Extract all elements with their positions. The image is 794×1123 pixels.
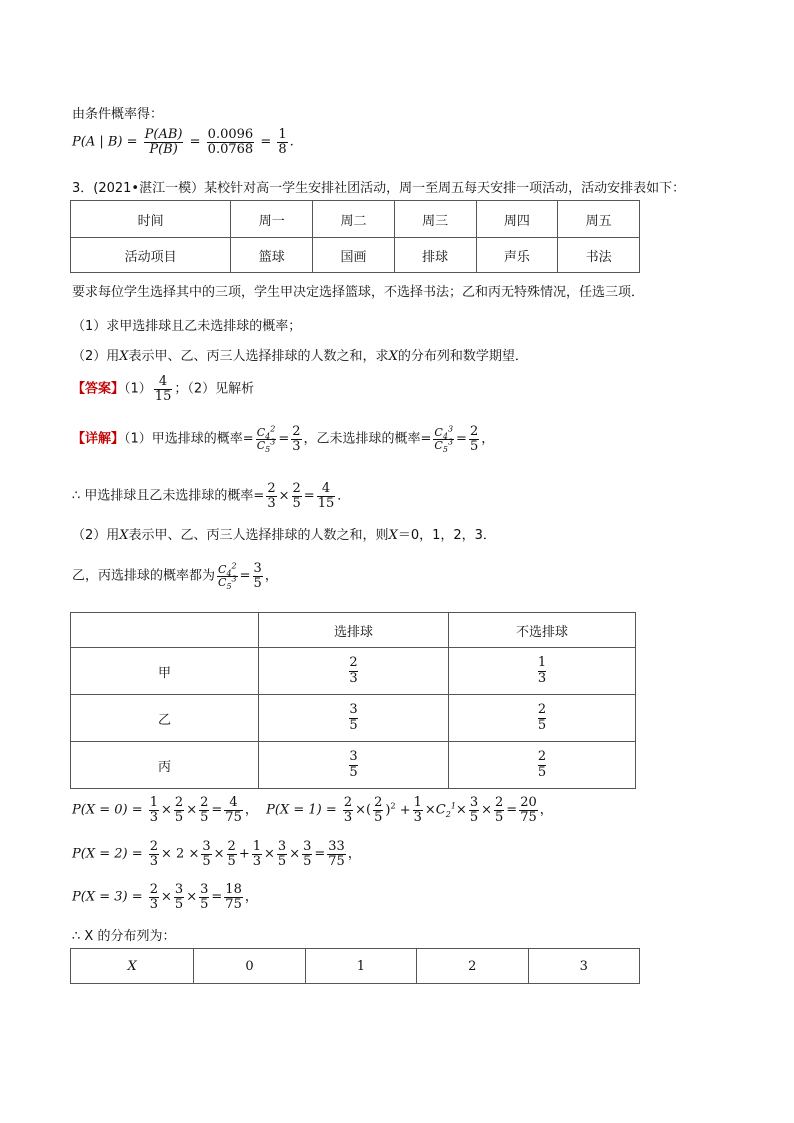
- prob-header: 选排球: [259, 613, 449, 648]
- schedule-cell: 篮球: [231, 238, 313, 273]
- prob-cell: $\frac{2}{5}$: [449, 695, 636, 742]
- schedule-cell: 国画: [313, 238, 395, 273]
- prob-cell: $\frac{1}{3}$: [449, 648, 636, 695]
- schedule-cell: 声乐: [476, 238, 558, 273]
- question-2: （2）用X表示甲、乙、丙三人选择排球的人数之和，求X的分布列和数学期望．: [72, 349, 528, 364]
- dist-header: 0: [194, 949, 305, 984]
- distribution-table: [70, 948, 640, 984]
- answer-tag: 【答案】: [72, 381, 125, 397]
- px2: P(X = 2) = $\frac{2}{3}$ × 2 × $\frac{3}{5}$ × $\frac{2}{5}$ + $\frac{1}{3}$ × $\frac{3}{5}$ × $\frac{3}{5}$ = $\frac{33}{75}$ ，: [72, 839, 361, 869]
- schedule-header: 周四: [476, 201, 558, 238]
- distribution-intro: ∴ X 的分布列为：: [72, 929, 176, 944]
- prob-row-name: 乙: [71, 695, 259, 742]
- schedule-header: 周一: [231, 201, 313, 238]
- detail-line-1: 【详解】（1）甲选排球的概率= $\frac{C_4^2}{C_5^3}$ = $\frac{2}{3}$ ，乙未选排球的概率= $\frac{C_4^3}{C_5^3}$ = $\frac{2}{5}$ ，: [72, 424, 495, 454]
- prob-cell: $\frac{3}{5}$: [259, 695, 449, 742]
- answer-line: 【答案】（1） $\frac{4}{15}$ ；（2）见解析: [72, 374, 255, 404]
- prob-header: 不选排球: [449, 613, 636, 648]
- schedule-cell: 排球: [394, 238, 476, 273]
- schedule-header: 周三: [394, 201, 476, 238]
- dist-header: 3: [528, 949, 639, 984]
- condprob-formula: P(A | B) = $\frac{P(AB)}{P(B)}$ = $\frac{0.0096}{0.0768}$ = $\frac{1}{8}$ .: [72, 127, 294, 157]
- schedule-header: 周五: [558, 201, 640, 238]
- question-1: （1）求甲选排球且乙未选排球的概率；: [72, 319, 302, 334]
- schedule-table: [70, 200, 640, 273]
- yibing-line: 乙，丙选排球的概率都为 $\frac{C_4^2}{C_5^3}$ = $\frac{3}{5}$ ，: [72, 561, 278, 591]
- prob-cell: $\frac{2}{5}$: [449, 742, 636, 789]
- part2-line: （2）用X表示甲、乙、丙三人选择排球的人数之和，则X＝0，1，2，3．: [72, 528, 496, 543]
- dist-header: X: [71, 949, 194, 984]
- prob-cell: $\frac{3}{5}$: [259, 742, 449, 789]
- schedule-header: 时间: [71, 201, 231, 238]
- schedule-header: 周二: [313, 201, 395, 238]
- dist-header: 1: [305, 949, 416, 984]
- prob-header: [71, 613, 259, 648]
- prob-cell: $\frac{2}{3}$: [259, 648, 449, 695]
- prob-row-name: 丙: [71, 742, 259, 789]
- condprob-intro: 由条件概率得：: [72, 107, 164, 122]
- problem-statement: 3．(2021•湛江一模）某校针对高一学生安排社团活动，周一至周五每天安排一项活动，活动安排表如下：: [72, 181, 686, 196]
- prob-row-name: 甲: [71, 648, 259, 695]
- px0-and-px1: P(X = 0) = $\frac{1}{3}$ × $\frac{2}{5}$ × $\frac{2}{5}$ = $\frac{4}{75}$ ， P(X = 1) = $\frac{2}{3}$ ×( $\frac{2}{5}$ )$^2$ + $\frac{1}{3}$ $\times C_2^1\times$ $\frac{3}{5}$ × $\frac{2}{5}$ = $\frac{20}{75}$ ，: [72, 795, 553, 825]
- dist-header: 2: [417, 949, 528, 984]
- detail-tag: 【详解】: [72, 431, 125, 447]
- probability-table: [70, 612, 636, 789]
- therefore-line: ∴ 甲选排球且乙未选排球的概率= $\frac{2}{3}$ × $\frac{2}{5}$ = $\frac{4}{15}$ ．: [72, 481, 351, 511]
- px3: P(X = 3) = $\frac{2}{3}$ × $\frac{3}{5}$ × $\frac{3}{5}$ = $\frac{18}{75}$ ，: [72, 882, 258, 912]
- requirement-text: 要求每位学生选择其中的三项，学生甲决定选择篮球，不选择书法；乙和丙无特殊情况，任选三项．: [72, 285, 645, 300]
- schedule-cell: 书法: [558, 238, 640, 273]
- schedule-cell: 活动项目: [71, 238, 231, 273]
